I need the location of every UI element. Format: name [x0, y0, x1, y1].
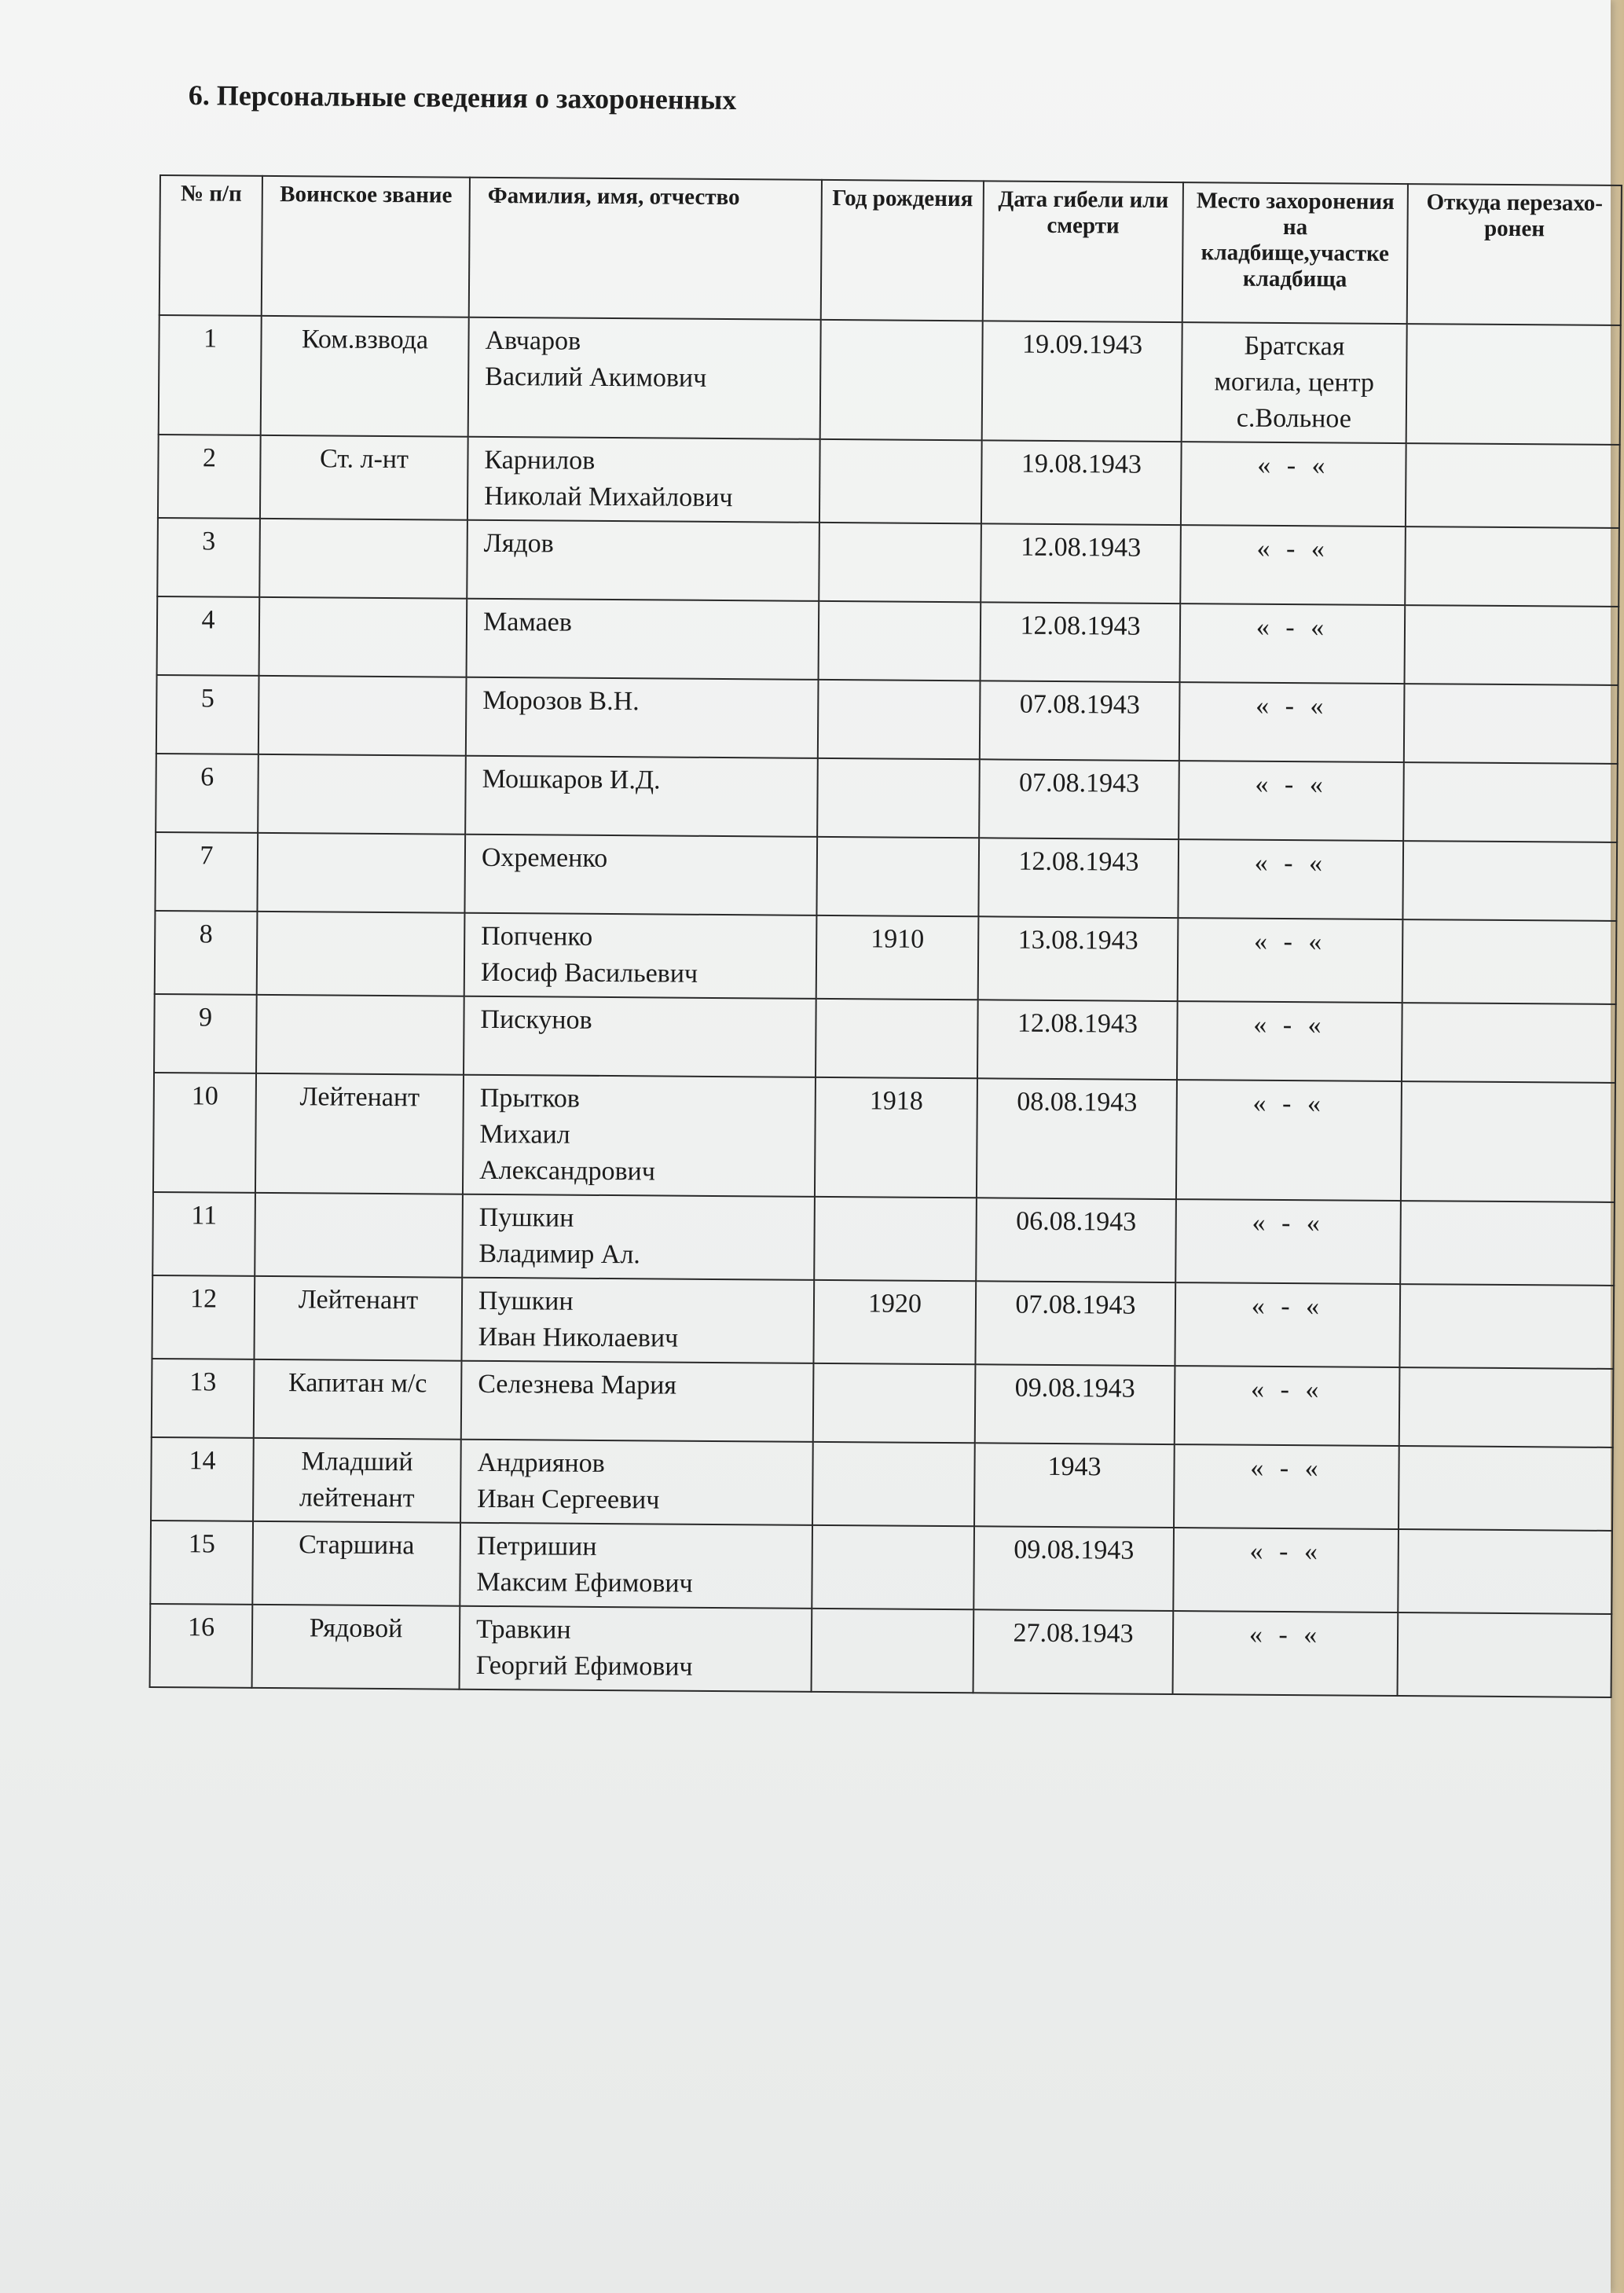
header-birth-year: Год рождения [821, 180, 984, 321]
cell-birth-year [819, 523, 981, 602]
cell-full-name [467, 437, 820, 523]
cell-death-date: 07.08.1943 [980, 681, 1180, 761]
cell-number: 6 [156, 754, 258, 833]
burials-table [149, 174, 1622, 1698]
header-number: № п/п [159, 175, 262, 316]
cell-reburied-from [1405, 526, 1619, 607]
cell-number: 8 [155, 911, 258, 995]
cell-number: 4 [157, 596, 260, 676]
cell-birth-year [819, 601, 981, 681]
cell-birth-year [816, 837, 979, 916]
cell-full-name [464, 996, 816, 1077]
cell-death-date: 27.08.1943 [973, 1609, 1174, 1694]
cell-birth-year [814, 1197, 977, 1281]
cell-rank [256, 995, 464, 1075]
cell-line: « - « [1256, 534, 1329, 564]
page-title: 6. Персональные сведения о захороненных [188, 79, 737, 116]
cell-full-name [460, 1440, 813, 1525]
cell-full-name [464, 913, 817, 999]
cell-rank [257, 912, 465, 996]
table-row [157, 518, 1619, 607]
cell-burial-place [1180, 525, 1406, 605]
cell-number: 12 [152, 1275, 255, 1359]
cell-burial-place [1178, 839, 1403, 919]
cell-full-name [466, 677, 819, 758]
cell-burial-place [1174, 1444, 1399, 1529]
cell-line: « - « [1254, 848, 1328, 879]
cell-rank [259, 519, 467, 599]
cell-full-name [468, 317, 821, 439]
cell-line: Иван Николаевич [478, 1322, 679, 1353]
cell-number: 14 [151, 1437, 254, 1521]
cell-death-date: 09.08.1943 [975, 1364, 1175, 1444]
table-row [156, 754, 1618, 842]
cell-birth-year [813, 1363, 976, 1443]
cell-line: Пушкин [478, 1286, 574, 1316]
cell-full-name [461, 1278, 814, 1363]
cell-line: Авчаров [485, 325, 581, 356]
cell-reburied-from [1400, 1201, 1615, 1286]
header-rank: Воинское звание [262, 176, 470, 317]
cell-line: Травкин [475, 1614, 571, 1645]
table-body [150, 315, 1621, 1697]
cell-line: Андриянов [477, 1447, 605, 1478]
table-header-row [159, 175, 1622, 325]
cell-reburied-from [1405, 605, 1619, 685]
cell-line: « - « [1252, 1208, 1325, 1238]
cell-line: « - « [1255, 769, 1328, 800]
cell-death-date: 1943 [974, 1443, 1175, 1528]
cell-reburied-from [1398, 1612, 1612, 1697]
cell-reburied-from [1404, 684, 1619, 764]
cell-burial-place [1173, 1528, 1399, 1612]
cell-number: 15 [150, 1521, 253, 1605]
cell-line: Пушкин [478, 1202, 574, 1233]
cell-line: Попченко [481, 921, 593, 952]
cell-line: « - « [1256, 612, 1329, 643]
cell-number: 2 [158, 435, 261, 519]
cell-rank: Старшина [252, 1521, 460, 1606]
table-row [152, 1359, 1614, 1447]
cell-line: Владимир Ал. [478, 1238, 641, 1270]
cell-birth-year: 1920 [813, 1280, 976, 1364]
cell-rank [258, 676, 467, 756]
cell-reburied-from [1406, 443, 1620, 528]
cell-line: с.Вольное [1236, 403, 1351, 434]
cell-birth-year [820, 320, 983, 440]
cell-burial-place [1175, 1366, 1400, 1446]
cell-number: 3 [157, 518, 260, 597]
table-row [156, 675, 1619, 764]
cell-number: 9 [154, 994, 257, 1073]
cell-birth-year [812, 1525, 974, 1609]
table-row [153, 1073, 1615, 1202]
burials-table-container [149, 174, 1622, 1698]
cell-line: Александрович [479, 1155, 656, 1187]
cell-rank [258, 754, 466, 835]
cell-reburied-from [1399, 1367, 1614, 1447]
cell-birth-year: 1918 [815, 1077, 977, 1198]
cell-reburied-from [1402, 919, 1617, 1004]
cell-burial-place [1178, 918, 1403, 1003]
cell-rank: Ст. л-нт [260, 435, 468, 520]
cell-full-name [467, 520, 819, 601]
cell-birth-year [819, 439, 982, 523]
cell-line: Иван Сергеевич [477, 1484, 660, 1515]
cell-line: Прытков [479, 1083, 581, 1113]
cell-line: Михаил [479, 1119, 570, 1150]
cell-line: Николай Михайлович [484, 481, 733, 513]
cell-burial-place [1179, 682, 1405, 762]
cell-line: Охременко [481, 842, 608, 874]
table-row [155, 832, 1617, 921]
cell-death-date: 12.08.1943 [977, 1000, 1178, 1080]
cell-burial-place [1179, 761, 1404, 841]
cell-death-date: 07.08.1943 [979, 759, 1179, 839]
cell-rank: Капитан м/с [254, 1359, 462, 1440]
table-row [152, 1275, 1614, 1369]
cell-burial-place [1177, 1001, 1402, 1081]
cell-burial-place [1176, 1080, 1402, 1201]
header-reburied-from: Откуда перезахо-ронен [1407, 184, 1622, 325]
cell-rank [259, 597, 467, 677]
cell-rank: Лейтенант [255, 1073, 464, 1194]
cell-death-date: 19.09.1943 [982, 321, 1182, 442]
cell-birth-year [818, 680, 981, 759]
cell-line: « - « [1257, 450, 1330, 481]
cell-line: Георгий Ефимович [475, 1650, 693, 1682]
cell-full-name [460, 1523, 812, 1609]
cell-burial-place [1175, 1199, 1401, 1284]
cell-number: 11 [152, 1192, 255, 1276]
cell-burial-place [1180, 604, 1406, 684]
cell-death-date: 13.08.1943 [978, 916, 1179, 1001]
cell-line: Морозов В.Н. [482, 685, 640, 717]
cell-line: « - « [1248, 1620, 1322, 1650]
cell-death-date: 12.08.1943 [981, 523, 1181, 604]
cell-rank: Рядовой [252, 1605, 460, 1689]
cell-line: Мамаев [482, 607, 573, 637]
cell-number: 13 [152, 1359, 255, 1438]
cell-death-date: 12.08.1943 [978, 838, 1179, 918]
table-row [154, 994, 1616, 1083]
cell-line: « - « [1250, 1453, 1323, 1484]
cell-number: 16 [150, 1604, 253, 1688]
cell-line: Иосиф Васильевич [480, 957, 698, 989]
cell-full-name [460, 1606, 812, 1692]
cell-number: 10 [153, 1073, 256, 1193]
cell-line: могила, центр [1214, 367, 1375, 398]
cell-reburied-from [1401, 1081, 1615, 1202]
cell-line: Василий Акимович [485, 361, 707, 393]
table-row [155, 911, 1617, 1004]
cell-birth-year [812, 1442, 975, 1526]
cell-line: « - « [1250, 1374, 1324, 1405]
cell-rank: Ком.взвода [261, 316, 469, 437]
cell-line: « - « [1251, 1291, 1325, 1322]
cell-number: 1 [159, 315, 262, 435]
cell-line: « - « [1249, 1536, 1323, 1567]
cell-reburied-from [1399, 1284, 1614, 1369]
cell-reburied-from [1399, 1446, 1613, 1531]
cell-line: Мошкаров И.Д. [482, 764, 661, 795]
cell-line: Селезнева Мария [478, 1369, 677, 1400]
cell-rank: Лейтенант [254, 1276, 462, 1361]
cell-full-name [464, 835, 817, 915]
cell-line: « - « [1253, 1010, 1326, 1040]
cell-line: Петришин [476, 1531, 597, 1561]
cell-birth-year [817, 758, 980, 838]
cell-death-date: 19.08.1943 [981, 440, 1182, 525]
cell-death-date: 12.08.1943 [981, 602, 1181, 682]
table-row [157, 596, 1619, 685]
header-burial-place: Место захоронения на кладбище,участке кладбища [1182, 182, 1408, 324]
cell-full-name [461, 1361, 814, 1442]
cell-burial-place [1182, 322, 1407, 443]
table-row [150, 1521, 1612, 1614]
cell-death-date: 08.08.1943 [977, 1078, 1177, 1199]
cell-death-date: 07.08.1943 [975, 1281, 1175, 1366]
table-row [152, 1192, 1615, 1286]
cell-rank [255, 1193, 463, 1278]
cell-reburied-from [1403, 762, 1618, 842]
cell-death-date: 06.08.1943 [976, 1198, 1176, 1282]
cell-reburied-from [1398, 1529, 1612, 1614]
cell-full-name [465, 756, 818, 837]
cell-birth-year: 1910 [816, 915, 979, 1000]
cell-full-name [463, 1075, 816, 1197]
table-row [151, 1437, 1613, 1531]
cell-birth-year [812, 1609, 974, 1693]
cell-reburied-from [1406, 324, 1621, 445]
cell-number: 7 [155, 832, 258, 912]
table-row [159, 315, 1621, 445]
cell-line: « - « [1253, 926, 1327, 957]
cell-rank: Младший лейтенант [253, 1438, 461, 1523]
cell-burial-place [1175, 1282, 1400, 1367]
cell-line: Пискунов [480, 1004, 592, 1035]
cell-line: Карнилов [484, 445, 596, 475]
table-row [150, 1604, 1612, 1697]
cell-full-name [462, 1194, 815, 1280]
header-death-date: Дата гибели или смерти [983, 181, 1183, 322]
cell-line: Лядов [483, 528, 554, 559]
cell-number: 5 [156, 675, 259, 754]
cell-line: Братская [1244, 331, 1345, 361]
cell-reburied-from [1402, 1003, 1616, 1083]
cell-burial-place [1173, 1611, 1399, 1696]
cell-reburied-from [1402, 841, 1617, 921]
cell-line: « - « [1256, 691, 1329, 721]
header-full-name: Фамилия, имя, отчество [469, 178, 822, 320]
table-row [158, 435, 1620, 528]
cell-burial-place [1181, 442, 1406, 526]
cell-line: Максим Ефимович [476, 1567, 693, 1598]
cell-line: « - « [1252, 1088, 1326, 1119]
cell-birth-year [816, 999, 978, 1078]
cell-death-date: 09.08.1943 [973, 1526, 1174, 1611]
cell-full-name [467, 599, 819, 680]
cell-rank [257, 833, 465, 913]
